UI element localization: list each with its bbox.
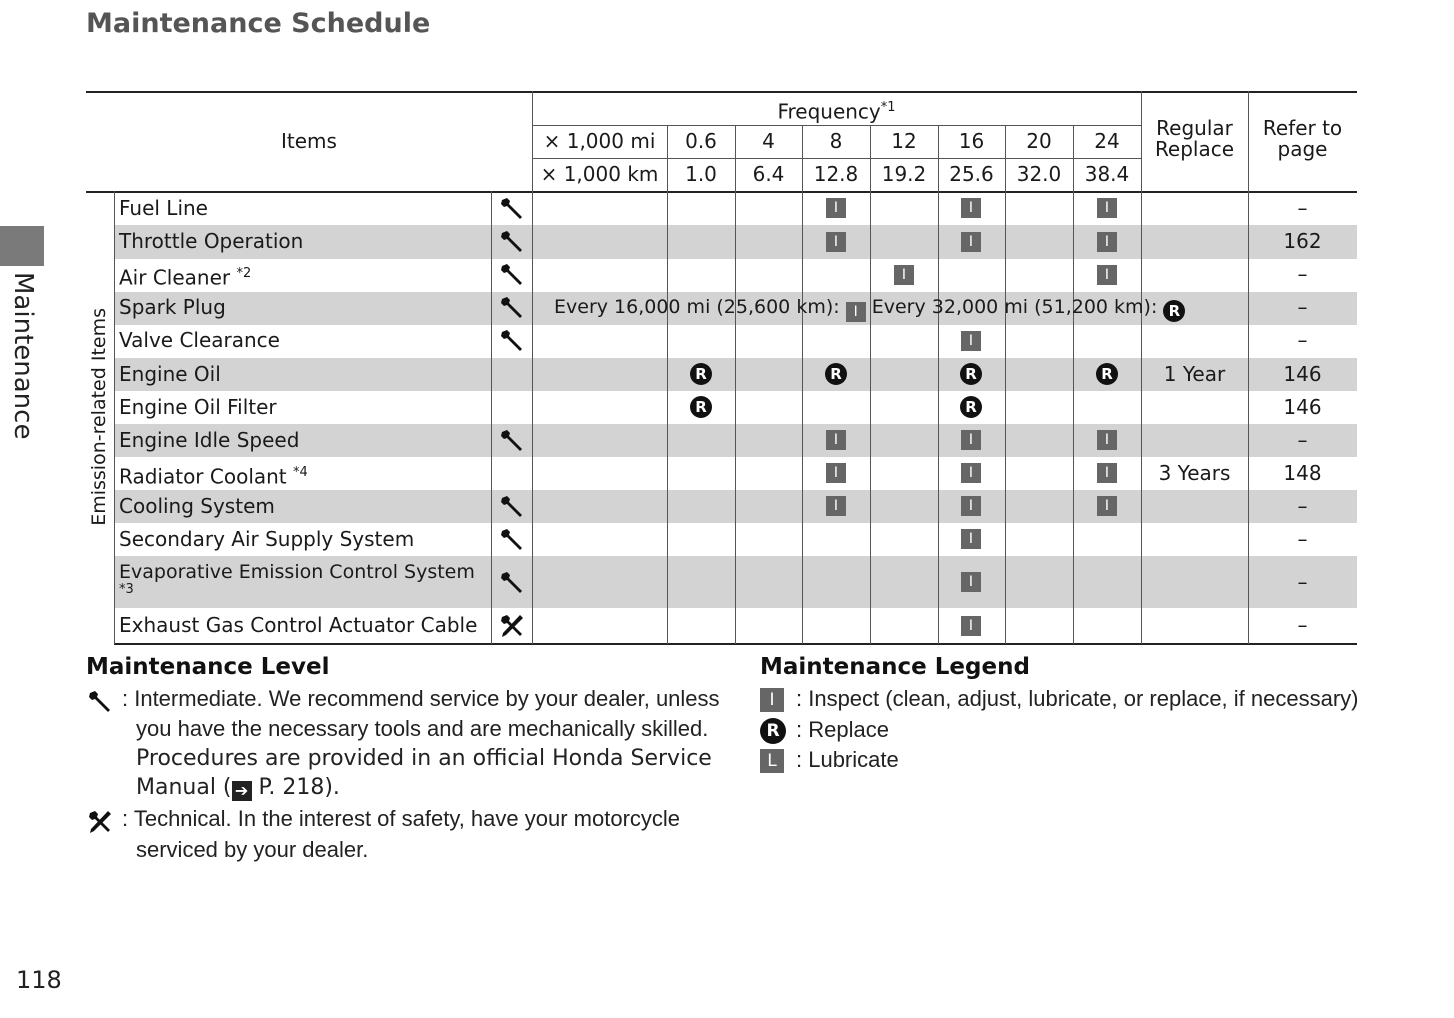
inspect-mark: I	[961, 331, 981, 351]
maintenance-legend-title: Maintenance Legend	[760, 654, 1030, 680]
inspect-mark: I	[1097, 463, 1117, 483]
item-name: Valve Clearance	[119, 328, 280, 352]
inspect-mark: I	[826, 232, 846, 252]
item-name: Air Cleaner $^{*2}$	[119, 265, 252, 290]
inspect-mark: I	[961, 463, 981, 483]
inspect-mark: I	[1097, 496, 1117, 516]
inspect-mark: I	[1097, 265, 1117, 285]
km-value: 19.2	[881, 162, 927, 186]
item-name: Radiator Coolant $^{*4}$	[119, 464, 308, 489]
km-value: 25.6	[949, 162, 994, 186]
inspect-mark: I	[760, 688, 784, 712]
refer-page-value: –	[1297, 527, 1308, 551]
mi-value: 20	[1026, 129, 1052, 153]
technical-description: : Technical. In the interest of safety, have your motorcycle	[122, 806, 681, 831]
emission-group-label: Emission-related Items	[88, 308, 110, 526]
lubricate-legend-text: : Lubricate	[796, 747, 899, 772]
refer-page-value: –	[1297, 494, 1308, 518]
wrench-icon	[498, 228, 526, 256]
wrench-icon	[498, 569, 526, 597]
item-name: Spark Plug	[119, 295, 226, 319]
lubricate-mark: L	[760, 749, 784, 773]
refer-page-value: 146	[1283, 362, 1322, 386]
inspect-mark: I	[826, 496, 846, 516]
item-name: Throttle Operation	[119, 229, 304, 253]
inspect-legend-text: : Inspect (clean, adjust, lubricate, or replace, if necessary)	[796, 686, 1359, 711]
item-name: Fuel Line	[119, 196, 208, 220]
refer-page-value: –	[1297, 196, 1308, 220]
spark-plug-interval: Every 16,000 mi (25,600 km): I Every 32,000 mi (51,200 km): R	[554, 295, 1185, 322]
km-value: 12.8	[813, 162, 859, 186]
section-tab-label: Maintenance	[8, 272, 38, 440]
item-name: Secondary Air Supply System	[119, 527, 415, 551]
crossed-tools-icon	[86, 808, 114, 836]
refer-page-value: –	[1297, 428, 1308, 452]
wrench-icon	[498, 294, 526, 322]
mi-value: 12	[891, 129, 917, 153]
maintenance-schedule-table	[86, 91, 1357, 644]
replace-mark: R	[960, 363, 982, 385]
refer-page-value: –	[1297, 613, 1308, 637]
refer-page-value: –	[1297, 570, 1308, 594]
intermediate-description: : Intermediate. We recommend service by your dealer, unless	[122, 686, 720, 711]
km-value: 38.4	[1084, 162, 1130, 186]
maintenance-level-title: Maintenance Level	[86, 654, 330, 680]
mi-value: 0.6	[685, 129, 717, 153]
crossed-tools-icon	[498, 612, 526, 640]
inspect-mark: I	[961, 198, 981, 218]
item-name: Engine Oil	[119, 362, 221, 386]
refer-page-value: 148	[1283, 461, 1322, 485]
mi-unit-label: × 1,000 mi	[543, 129, 656, 153]
inspect-mark: I	[961, 232, 981, 252]
frequency-header: Frequency$^{*1}$	[777, 99, 896, 124]
inspect-mark: I	[961, 430, 981, 450]
km-value: 32.0	[1016, 162, 1062, 186]
page-title: Maintenance Schedule	[86, 8, 431, 39]
inspect-mark: I	[826, 463, 846, 483]
wrench-icon	[498, 526, 526, 554]
refer-page-value: –	[1297, 262, 1308, 286]
wrench-icon	[86, 688, 114, 716]
intermediate-description: Procedures are provided in an official Honda Service	[136, 746, 712, 771]
inspect-mark: I	[1097, 198, 1117, 218]
inspect-mark: I	[961, 572, 981, 592]
replace-mark: R	[1163, 300, 1185, 322]
replace-legend-text: : Replace	[796, 717, 889, 742]
mi-value: 8	[829, 129, 843, 153]
inspect-mark: I	[826, 430, 846, 450]
mi-value: 24	[1094, 129, 1120, 153]
km-value: 1.0	[685, 162, 717, 186]
item-name: Exhaust Gas Control Actuator Cable	[119, 613, 478, 637]
wrench-icon	[498, 493, 526, 521]
replace-mark: R	[825, 363, 847, 385]
wrench-icon	[498, 427, 526, 455]
refer-page-value: 162	[1283, 229, 1322, 253]
wrench-icon	[498, 327, 526, 355]
inspect-mark: I	[1097, 430, 1117, 450]
inspect-mark: I	[826, 198, 846, 218]
item-name: Engine Oil Filter	[119, 395, 277, 419]
replace-mark: R	[960, 396, 982, 418]
regular-replace-value: 1 Year	[1163, 362, 1226, 386]
technical-description: serviced by your dealer.	[136, 837, 369, 862]
page-number: 118	[16, 966, 62, 994]
item-name: Cooling System	[119, 494, 275, 518]
inspect-mark: I	[894, 265, 914, 285]
replace-mark: R	[1096, 363, 1118, 385]
wrench-icon	[498, 261, 526, 289]
replace-mark: R	[690, 396, 712, 418]
mi-value: 16	[958, 129, 985, 153]
inspect-mark: I	[961, 496, 981, 516]
item-note: *3	[119, 582, 134, 597]
inspect-mark: I	[846, 302, 866, 322]
inspect-mark: I	[961, 529, 981, 549]
mi-value: 4	[762, 129, 775, 153]
page-reference-arrow-icon: ➔	[232, 781, 252, 801]
item-name: Engine Idle Speed	[119, 428, 300, 452]
service-manual-reference: Manual ( ➔ P. 218).	[136, 775, 340, 800]
refer-page-value: –	[1297, 328, 1308, 352]
refer-page-value: –	[1297, 295, 1308, 319]
inspect-mark: I	[1097, 232, 1117, 252]
section-tab-marker	[0, 226, 44, 266]
items-header: Items	[281, 129, 337, 153]
km-unit-label: × 1,000 km	[540, 162, 659, 186]
inspect-mark: I	[961, 616, 981, 636]
regular-replace-value: 3 Years	[1158, 461, 1231, 485]
refer-page-value: 146	[1283, 395, 1322, 419]
regular-replace-header: Regular Replace	[1154, 116, 1235, 161]
replace-mark: R	[760, 718, 786, 744]
refer-page-header: Refer to page	[1262, 116, 1343, 161]
km-value: 6.4	[752, 162, 785, 186]
replace-mark: R	[690, 363, 712, 385]
intermediate-description: you have the necessary tools and are mechanically skilled.	[136, 716, 709, 741]
wrench-icon	[498, 195, 526, 223]
item-name: Evaporative Emission Control System	[119, 561, 475, 583]
